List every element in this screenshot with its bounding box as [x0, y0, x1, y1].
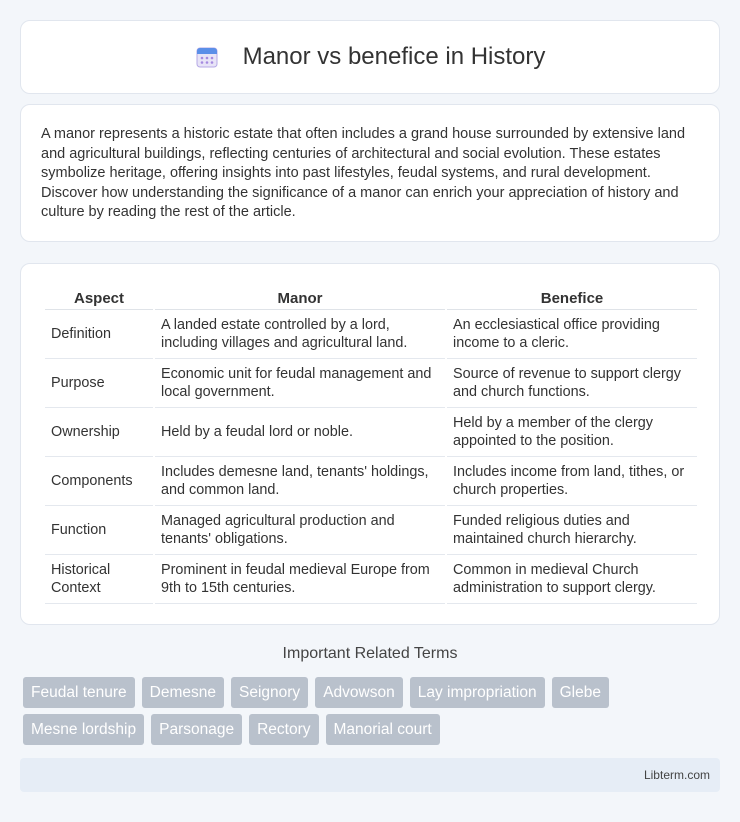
cell-manor: Economic unit for feudal management and local government.: [155, 359, 445, 408]
tag-advowson[interactable]: Advowson: [315, 677, 403, 708]
intro-card: [20, 104, 720, 242]
header-aspect: Aspect: [45, 284, 153, 310]
table-row: [45, 359, 697, 408]
footer: [20, 758, 720, 792]
table-header-row: [45, 284, 697, 310]
related-terms-heading: Important Related Terms: [282, 645, 458, 662]
header-benefice: Benefice: [447, 284, 697, 310]
comparison-table-card: [20, 263, 720, 625]
tag-glebe[interactable]: Glebe: [552, 677, 609, 708]
tag-rectory[interactable]: Rectory: [249, 714, 318, 745]
cell-aspect: Function: [45, 506, 153, 555]
cell-benefice: An ecclesiastical office providing income to a cleric.: [447, 310, 697, 359]
table-row: [45, 457, 697, 506]
cell-manor: A landed estate controlled by a lord, including villages and agricultural land.: [155, 310, 445, 359]
table-row: [45, 506, 697, 555]
cell-benefice: Source of revenue to support clergy and church functions.: [447, 359, 697, 408]
cell-aspect: Purpose: [45, 359, 153, 408]
tag-lay-impropriation[interactable]: Lay impropriation: [410, 677, 545, 708]
table-row: [45, 310, 697, 359]
comparison-table: [43, 284, 699, 604]
tag-mesne-lordship[interactable]: Mesne lordship: [23, 714, 144, 745]
cell-aspect: Ownership: [45, 408, 153, 457]
cell-manor: Includes demesne land, tenants' holdings, and common land.: [155, 457, 445, 506]
cell-aspect: Historical Context: [45, 555, 153, 604]
tag-manorial-court[interactable]: Manorial court: [326, 714, 440, 745]
cell-benefice: Common in medieval Church administration to support clergy.: [447, 555, 697, 604]
title-card: [20, 20, 720, 94]
related-terms-list: [23, 677, 723, 745]
cell-benefice: Held by a member of the clergy appointed to the position.: [447, 408, 697, 457]
cell-aspect: Components: [45, 457, 153, 506]
calendar-icon: [195, 45, 219, 69]
cell-manor: Prominent in feudal medieval Europe from 9th to 15th centuries.: [155, 555, 445, 604]
tag-demesne[interactable]: Demesne: [142, 677, 224, 708]
tag-parsonage[interactable]: Parsonage: [151, 714, 242, 745]
intro-paragraph: A manor represents a historic estate that often includes a grand house surrounded by extensive land and agricultural buildings, reflecting centuries of architectural and social evolution. These estates symbolize heritage, offering insights into past lifestyles, feudal systems, and rural development. Discover how understanding the significance of a manor can enrich your appreciation of history and culture by reading the rest of the article.: [41, 126, 686, 221]
cell-manor: Managed agricultural production and tenants' obligations.: [155, 506, 445, 555]
tag-seignory[interactable]: Seignory: [231, 677, 308, 708]
cell-benefice: Includes income from land, tithes, or church properties.: [447, 457, 697, 506]
cell-manor: Held by a feudal lord or noble.: [155, 408, 445, 457]
table-row: [45, 408, 697, 457]
table-row: [45, 555, 697, 604]
header-manor: Manor: [155, 284, 445, 310]
cell-benefice: Funded religious duties and maintained church hierarchy.: [447, 506, 697, 555]
tag-feudal-tenure[interactable]: Feudal tenure: [23, 677, 135, 708]
page-title: Manor vs benefice in History: [242, 43, 546, 70]
cell-aspect: Definition: [45, 310, 153, 359]
footer-site-link[interactable]: Libterm.com: [643, 768, 710, 782]
